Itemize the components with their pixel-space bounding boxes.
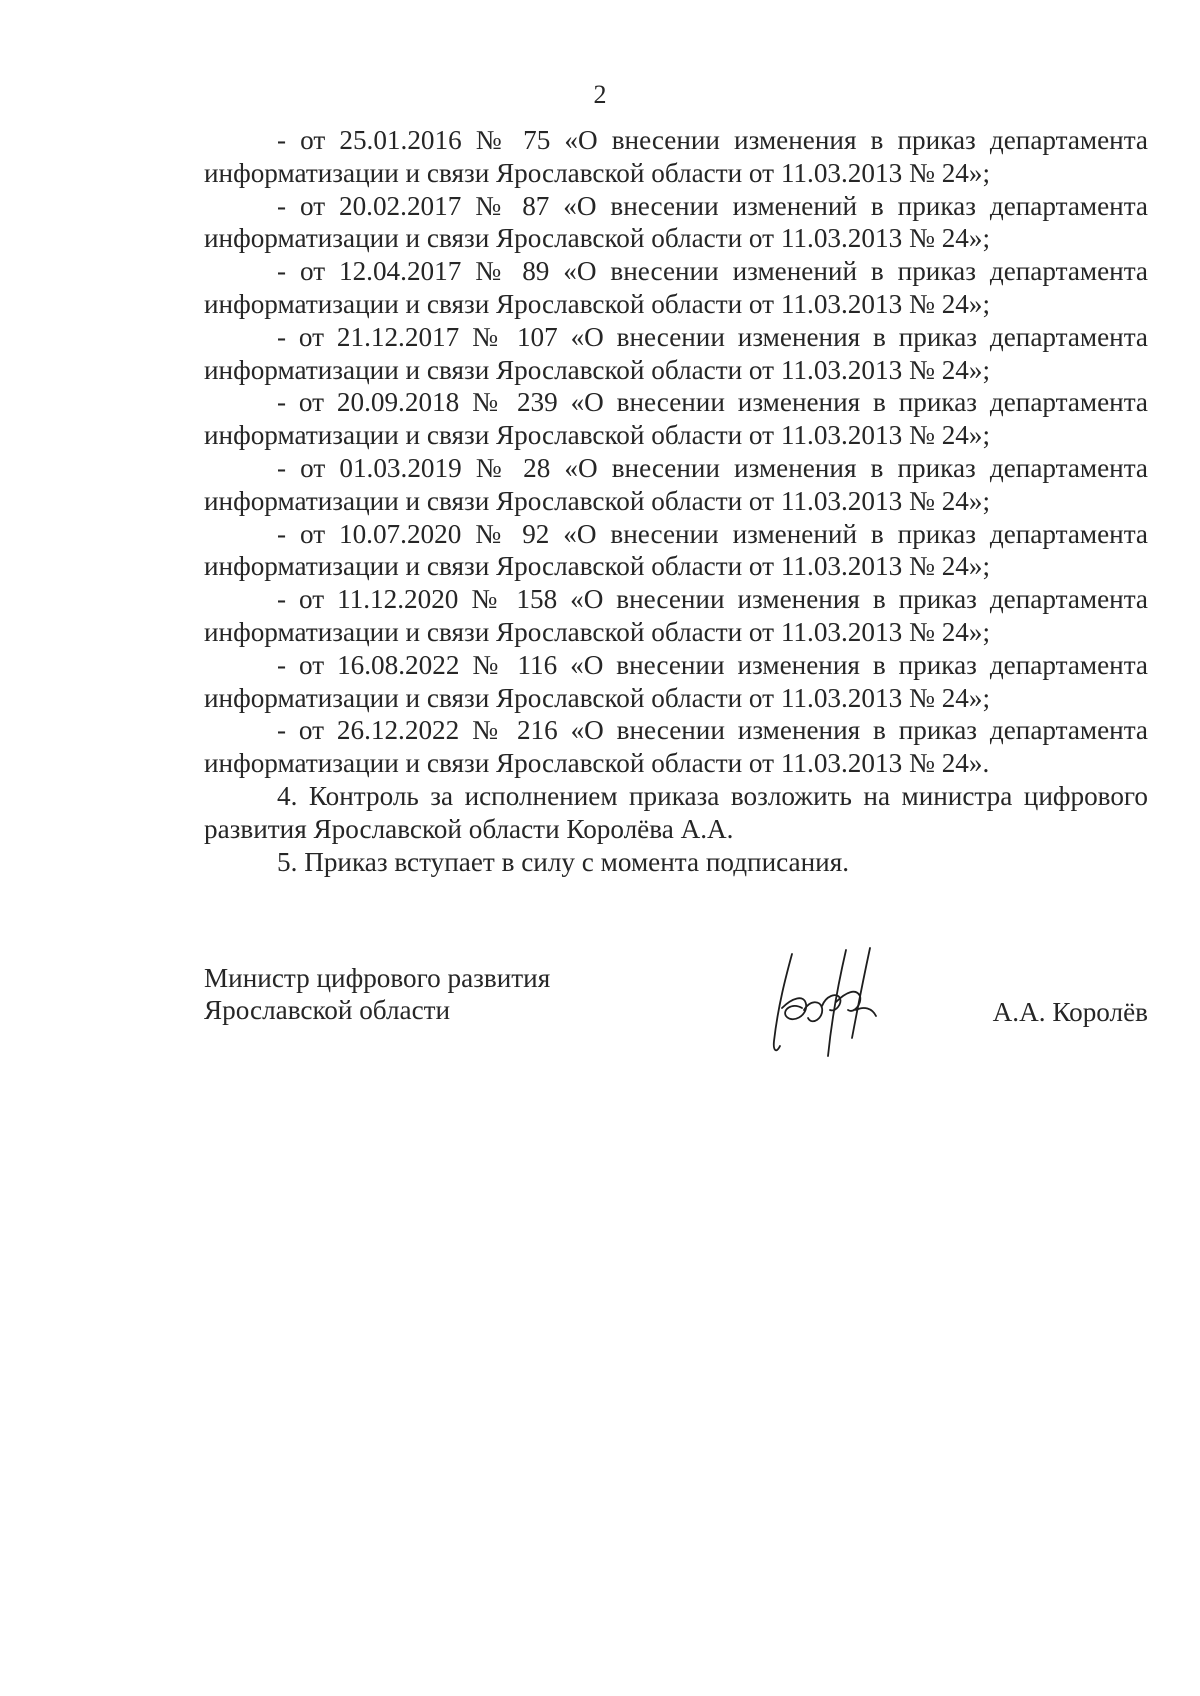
amendment-item-2016-75: - от 25.01.2016 № 75 «О внесении изменения в приказ департамента информатизации и связи Ярославской области от 11.03.2013 № 24»; [204, 125, 1148, 188]
signatory-position-line-1: Министр цифрового развития [204, 963, 551, 993]
amendment-item-2017-87: - от 20.02.2017 № 87 «О внесении изменений в приказ департамента информатизации и связи Ярославской области от 11.03.2013 № 24»; [204, 190, 1148, 254]
signatory-position [204, 962, 550, 1026]
clause-5-effective: 5. Приказ вступает в силу с момента подписания. [277, 846, 849, 877]
amendment-item-2020-92: - от 10.07.2020 № 92 «О внесении изменений в приказ департамента информатизации и связи Ярославской области от 11.03.2013 № 24»; [204, 518, 1148, 582]
amendment-item-2018-239: - от 20.09.2018 № 239 «О внесении изменения в приказ департамента информатизации и связи Ярославской области от 11.03.2013 № 24»; [204, 387, 1148, 451]
signatory-name: А.А. Королёв [992, 997, 1148, 1027]
amendment-item-2022-116: - от 16.08.2022 № 116 «О внесении изменения в приказ департамента информатизации и связи Ярославской области от 11.03.2013 № 24»; [204, 649, 1148, 713]
document-body [204, 124, 1148, 878]
amendment-item-2022-216: - от 26.12.2022 № 216 «О внесении изменения в приказ департамента информатизации и связи Ярославской области от 11.03.2013 № 24». [204, 715, 1148, 779]
signature-block [204, 962, 1148, 1092]
signatory-position-line-2: Ярославской области [204, 995, 451, 1025]
amendment-item-2019-28: - от 01.03.2019 № 28 «О внесении изменения в приказ департамента информатизации и связи Ярославской области от 11.03.2013 № 24»; [204, 452, 1148, 516]
amendment-item-2017-89: - от 12.04.2017 № 89 «О внесении изменений в приказ департамента информатизации и связи Ярославской области от 11.03.2013 № 24»; [204, 256, 1148, 319]
page-number: 2 [593, 80, 607, 109]
clause-4-control: 4. Контроль за исполнением приказа возложить на министра цифрового развития Ярославской области Королёва А.А. [204, 780, 1148, 844]
handwritten-signature [752, 946, 892, 1066]
amendment-item-2020-158: - от 11.12.2020 № 158 «О внесении изменения в приказ департамента информатизации и связи Ярославской области от 11.03.2013 № 24»; [204, 584, 1148, 647]
amendment-item-2017-107: - от 21.12.2017 № 107 «О внесении изменения в приказ департамента информатизации и связи Ярославской области от 11.03.2013 № 24»; [204, 321, 1148, 385]
